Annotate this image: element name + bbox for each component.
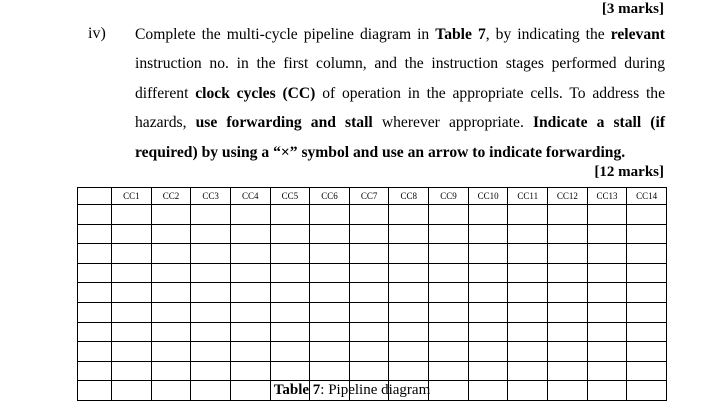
stage-cell[interactable] bbox=[627, 283, 667, 303]
stage-cell[interactable] bbox=[389, 244, 429, 264]
stage-cell[interactable] bbox=[112, 263, 152, 283]
stage-cell[interactable] bbox=[587, 263, 627, 283]
stage-cell[interactable] bbox=[349, 361, 389, 381]
stage-cell[interactable] bbox=[429, 361, 469, 381]
stage-cell[interactable] bbox=[230, 361, 270, 381]
stage-cell[interactable] bbox=[310, 302, 350, 322]
stage-cell[interactable] bbox=[270, 302, 310, 322]
stage-cell[interactable] bbox=[191, 302, 231, 322]
stage-cell[interactable] bbox=[429, 263, 469, 283]
stage-cell[interactable] bbox=[151, 244, 191, 264]
clock-cycle-header: CC6 bbox=[310, 188, 350, 205]
stage-cell[interactable] bbox=[270, 244, 310, 264]
stage-cell[interactable] bbox=[191, 205, 231, 225]
stage-cell[interactable] bbox=[151, 283, 191, 303]
instruction-number-cell[interactable] bbox=[78, 263, 112, 283]
stage-cell[interactable] bbox=[627, 205, 667, 225]
instruction-number-cell[interactable] bbox=[78, 361, 112, 381]
stage-cell[interactable] bbox=[112, 205, 152, 225]
stage-cell[interactable] bbox=[191, 263, 231, 283]
stage-cell[interactable] bbox=[270, 322, 310, 342]
clock-cycle-header: CC5 bbox=[270, 188, 310, 205]
question-number: iv) bbox=[88, 25, 106, 42]
stage-cell[interactable] bbox=[389, 205, 429, 225]
stage-cell[interactable] bbox=[468, 361, 508, 381]
stage-cell[interactable] bbox=[112, 322, 152, 342]
stage-cell[interactable] bbox=[310, 263, 350, 283]
stage-cell[interactable] bbox=[548, 283, 588, 303]
stage-cell[interactable] bbox=[112, 244, 152, 264]
stage-cell[interactable] bbox=[230, 342, 270, 362]
stage-cell[interactable] bbox=[587, 342, 627, 362]
stage-cell[interactable] bbox=[349, 342, 389, 362]
instruction-number-cell[interactable] bbox=[78, 302, 112, 322]
stage-cell[interactable] bbox=[548, 224, 588, 244]
stage-cell[interactable] bbox=[508, 224, 548, 244]
stage-cell[interactable] bbox=[270, 224, 310, 244]
instruction-column-header bbox=[78, 188, 112, 205]
question-text-segment: clock cycles (CC) bbox=[195, 84, 316, 102]
stage-cell[interactable] bbox=[349, 322, 389, 342]
question-text-segment: instruction no. in the first column, and the instruction stages performed during different bbox=[135, 55, 665, 102]
stage-cell[interactable] bbox=[151, 322, 191, 342]
caption-text: : Pipeline diagram bbox=[320, 382, 431, 398]
stage-cell[interactable] bbox=[548, 322, 588, 342]
stage-cell[interactable] bbox=[429, 283, 469, 303]
stage-cell[interactable] bbox=[508, 244, 548, 264]
stage-cell[interactable] bbox=[627, 361, 667, 381]
stage-cell[interactable] bbox=[587, 361, 627, 381]
stage-cell[interactable] bbox=[627, 302, 667, 322]
stage-cell[interactable] bbox=[429, 342, 469, 362]
stage-cell[interactable] bbox=[548, 342, 588, 362]
stage-cell[interactable] bbox=[151, 361, 191, 381]
marks-label-bottom: [12 marks] bbox=[594, 164, 664, 180]
stage-cell[interactable] bbox=[389, 302, 429, 322]
stage-cell[interactable] bbox=[191, 361, 231, 381]
stage-cell[interactable] bbox=[112, 224, 152, 244]
stage-cell[interactable] bbox=[151, 263, 191, 283]
table-row bbox=[78, 361, 667, 381]
instruction-number-cell[interactable] bbox=[78, 283, 112, 303]
stage-cell[interactable] bbox=[389, 224, 429, 244]
table-row bbox=[78, 283, 667, 303]
stage-cell[interactable] bbox=[389, 361, 429, 381]
stage-cell[interactable] bbox=[587, 224, 627, 244]
question-text-segment: relevant bbox=[610, 26, 665, 43]
question-text-segment: , by indicating the bbox=[485, 26, 611, 43]
table-row bbox=[78, 302, 667, 322]
stage-cell[interactable] bbox=[112, 283, 152, 303]
stage-cell[interactable] bbox=[508, 205, 548, 225]
stage-cell[interactable] bbox=[587, 302, 627, 322]
stage-cell[interactable] bbox=[548, 263, 588, 283]
question-text bbox=[135, 20, 665, 167]
stage-cell[interactable] bbox=[310, 205, 350, 225]
stage-cell[interactable] bbox=[151, 224, 191, 244]
clock-cycle-header: CC10 bbox=[468, 188, 508, 205]
stage-cell[interactable] bbox=[191, 322, 231, 342]
stage-cell[interactable] bbox=[508, 302, 548, 322]
stage-cell[interactable] bbox=[548, 205, 588, 225]
stage-cell[interactable] bbox=[151, 302, 191, 322]
stage-cell[interactable] bbox=[429, 205, 469, 225]
stage-cell[interactable] bbox=[310, 361, 350, 381]
clock-cycle-header: CC7 bbox=[349, 188, 389, 205]
instruction-number-cell[interactable] bbox=[78, 322, 112, 342]
stage-cell[interactable] bbox=[270, 283, 310, 303]
stage-cell[interactable] bbox=[230, 263, 270, 283]
stage-cell[interactable] bbox=[112, 302, 152, 322]
stage-cell[interactable] bbox=[191, 224, 231, 244]
table-row bbox=[78, 224, 667, 244]
stage-cell[interactable] bbox=[112, 361, 152, 381]
stage-cell[interactable] bbox=[349, 244, 389, 264]
stage-cell[interactable] bbox=[468, 283, 508, 303]
stage-cell[interactable] bbox=[230, 244, 270, 264]
stage-cell[interactable] bbox=[468, 302, 508, 322]
stage-cell[interactable] bbox=[230, 224, 270, 244]
clock-cycle-header: CC4 bbox=[230, 188, 270, 205]
stage-cell[interactable] bbox=[151, 205, 191, 225]
instruction-number-cell[interactable] bbox=[78, 244, 112, 264]
question-text-segment: use forwarding and stall bbox=[195, 114, 373, 132]
stage-cell[interactable] bbox=[627, 263, 667, 283]
stage-cell[interactable] bbox=[627, 322, 667, 342]
stage-cell[interactable] bbox=[230, 205, 270, 225]
stage-cell[interactable] bbox=[587, 283, 627, 303]
question-text-segment: Indicate a stall (if required) by using a “×” symbol and use an arrow to indicate forwarding. bbox=[135, 114, 666, 161]
caption-label: Table 7 bbox=[273, 382, 321, 398]
stage-cell[interactable] bbox=[230, 283, 270, 303]
stage-cell[interactable] bbox=[191, 244, 231, 264]
stage-cell[interactable] bbox=[548, 244, 588, 264]
stage-cell[interactable] bbox=[468, 342, 508, 362]
stage-cell[interactable] bbox=[508, 263, 548, 283]
stage-cell[interactable] bbox=[587, 322, 627, 342]
table-row bbox=[78, 263, 667, 283]
stage-cell[interactable] bbox=[508, 342, 548, 362]
stage-cell[interactable] bbox=[429, 302, 469, 322]
stage-cell[interactable] bbox=[468, 224, 508, 244]
instruction-number-cell[interactable] bbox=[78, 342, 112, 362]
clock-cycle-header: CC14 bbox=[627, 188, 667, 205]
clock-cycle-header: CC11 bbox=[508, 188, 548, 205]
table-header-row bbox=[78, 188, 667, 205]
clock-cycle-header: CC3 bbox=[191, 188, 231, 205]
stage-cell[interactable] bbox=[548, 302, 588, 322]
stage-cell[interactable] bbox=[429, 322, 469, 342]
table-row bbox=[78, 244, 667, 264]
clock-cycle-header: CC9 bbox=[429, 188, 469, 205]
stage-cell[interactable] bbox=[627, 244, 667, 264]
stage-cell[interactable] bbox=[191, 342, 231, 362]
clock-cycle-header: CC2 bbox=[151, 188, 191, 205]
stage-cell[interactable] bbox=[468, 263, 508, 283]
stage-cell[interactable] bbox=[112, 342, 152, 362]
stage-cell[interactable] bbox=[310, 283, 350, 303]
clock-cycle-header: CC13 bbox=[587, 188, 627, 205]
stage-cell[interactable] bbox=[389, 263, 429, 283]
stage-cell[interactable] bbox=[270, 263, 310, 283]
stage-cell[interactable] bbox=[587, 244, 627, 264]
stage-cell[interactable] bbox=[468, 322, 508, 342]
stage-cell[interactable] bbox=[508, 322, 548, 342]
table-row bbox=[78, 322, 667, 342]
stage-cell[interactable] bbox=[349, 283, 389, 303]
stage-cell[interactable] bbox=[429, 224, 469, 244]
question-text-segment: Complete the multi-cycle pipeline diagram in bbox=[135, 26, 436, 43]
pipeline-diagram-table bbox=[77, 187, 667, 401]
clock-cycle-header: CC8 bbox=[389, 188, 429, 205]
stage-cell[interactable] bbox=[310, 244, 350, 264]
instruction-number-cell[interactable] bbox=[78, 205, 112, 225]
stage-cell[interactable] bbox=[270, 361, 310, 381]
stage-cell[interactable] bbox=[270, 342, 310, 362]
stage-cell[interactable] bbox=[310, 342, 350, 362]
stage-cell[interactable] bbox=[548, 361, 588, 381]
question-text-segment: Table 7 bbox=[435, 26, 486, 43]
marks-label-top: [3 marks] bbox=[601, 1, 664, 17]
stage-cell[interactable] bbox=[468, 244, 508, 264]
stage-cell[interactable] bbox=[389, 342, 429, 362]
stage-cell[interactable] bbox=[627, 342, 667, 362]
stage-cell[interactable] bbox=[627, 224, 667, 244]
stage-cell[interactable] bbox=[389, 283, 429, 303]
stage-cell[interactable] bbox=[508, 283, 548, 303]
stage-cell[interactable] bbox=[230, 302, 270, 322]
question-text-segment: of operation in the appropriate cells. To address the hazards, bbox=[135, 84, 666, 132]
stage-cell[interactable] bbox=[151, 342, 191, 362]
stage-cell[interactable] bbox=[349, 263, 389, 283]
stage-cell[interactable] bbox=[349, 302, 389, 322]
question-text-segment: wherever appropriate. bbox=[372, 114, 533, 132]
stage-cell[interactable] bbox=[191, 283, 231, 303]
clock-cycle-header: CC12 bbox=[548, 188, 588, 205]
stage-cell[interactable] bbox=[468, 205, 508, 225]
stage-cell[interactable] bbox=[349, 205, 389, 225]
stage-cell[interactable] bbox=[310, 224, 350, 244]
table-caption bbox=[0, 380, 704, 400]
stage-cell[interactable] bbox=[270, 205, 310, 225]
stage-cell[interactable] bbox=[587, 205, 627, 225]
clock-cycle-header: CC1 bbox=[112, 188, 152, 205]
instruction-number-cell[interactable] bbox=[78, 224, 112, 244]
table-row bbox=[78, 205, 667, 225]
stage-cell[interactable] bbox=[349, 224, 389, 244]
table-row bbox=[78, 342, 667, 362]
stage-cell[interactable] bbox=[508, 361, 548, 381]
stage-cell[interactable] bbox=[429, 244, 469, 264]
stage-cell[interactable] bbox=[230, 322, 270, 342]
stage-cell[interactable] bbox=[389, 322, 429, 342]
stage-cell[interactable] bbox=[310, 322, 350, 342]
